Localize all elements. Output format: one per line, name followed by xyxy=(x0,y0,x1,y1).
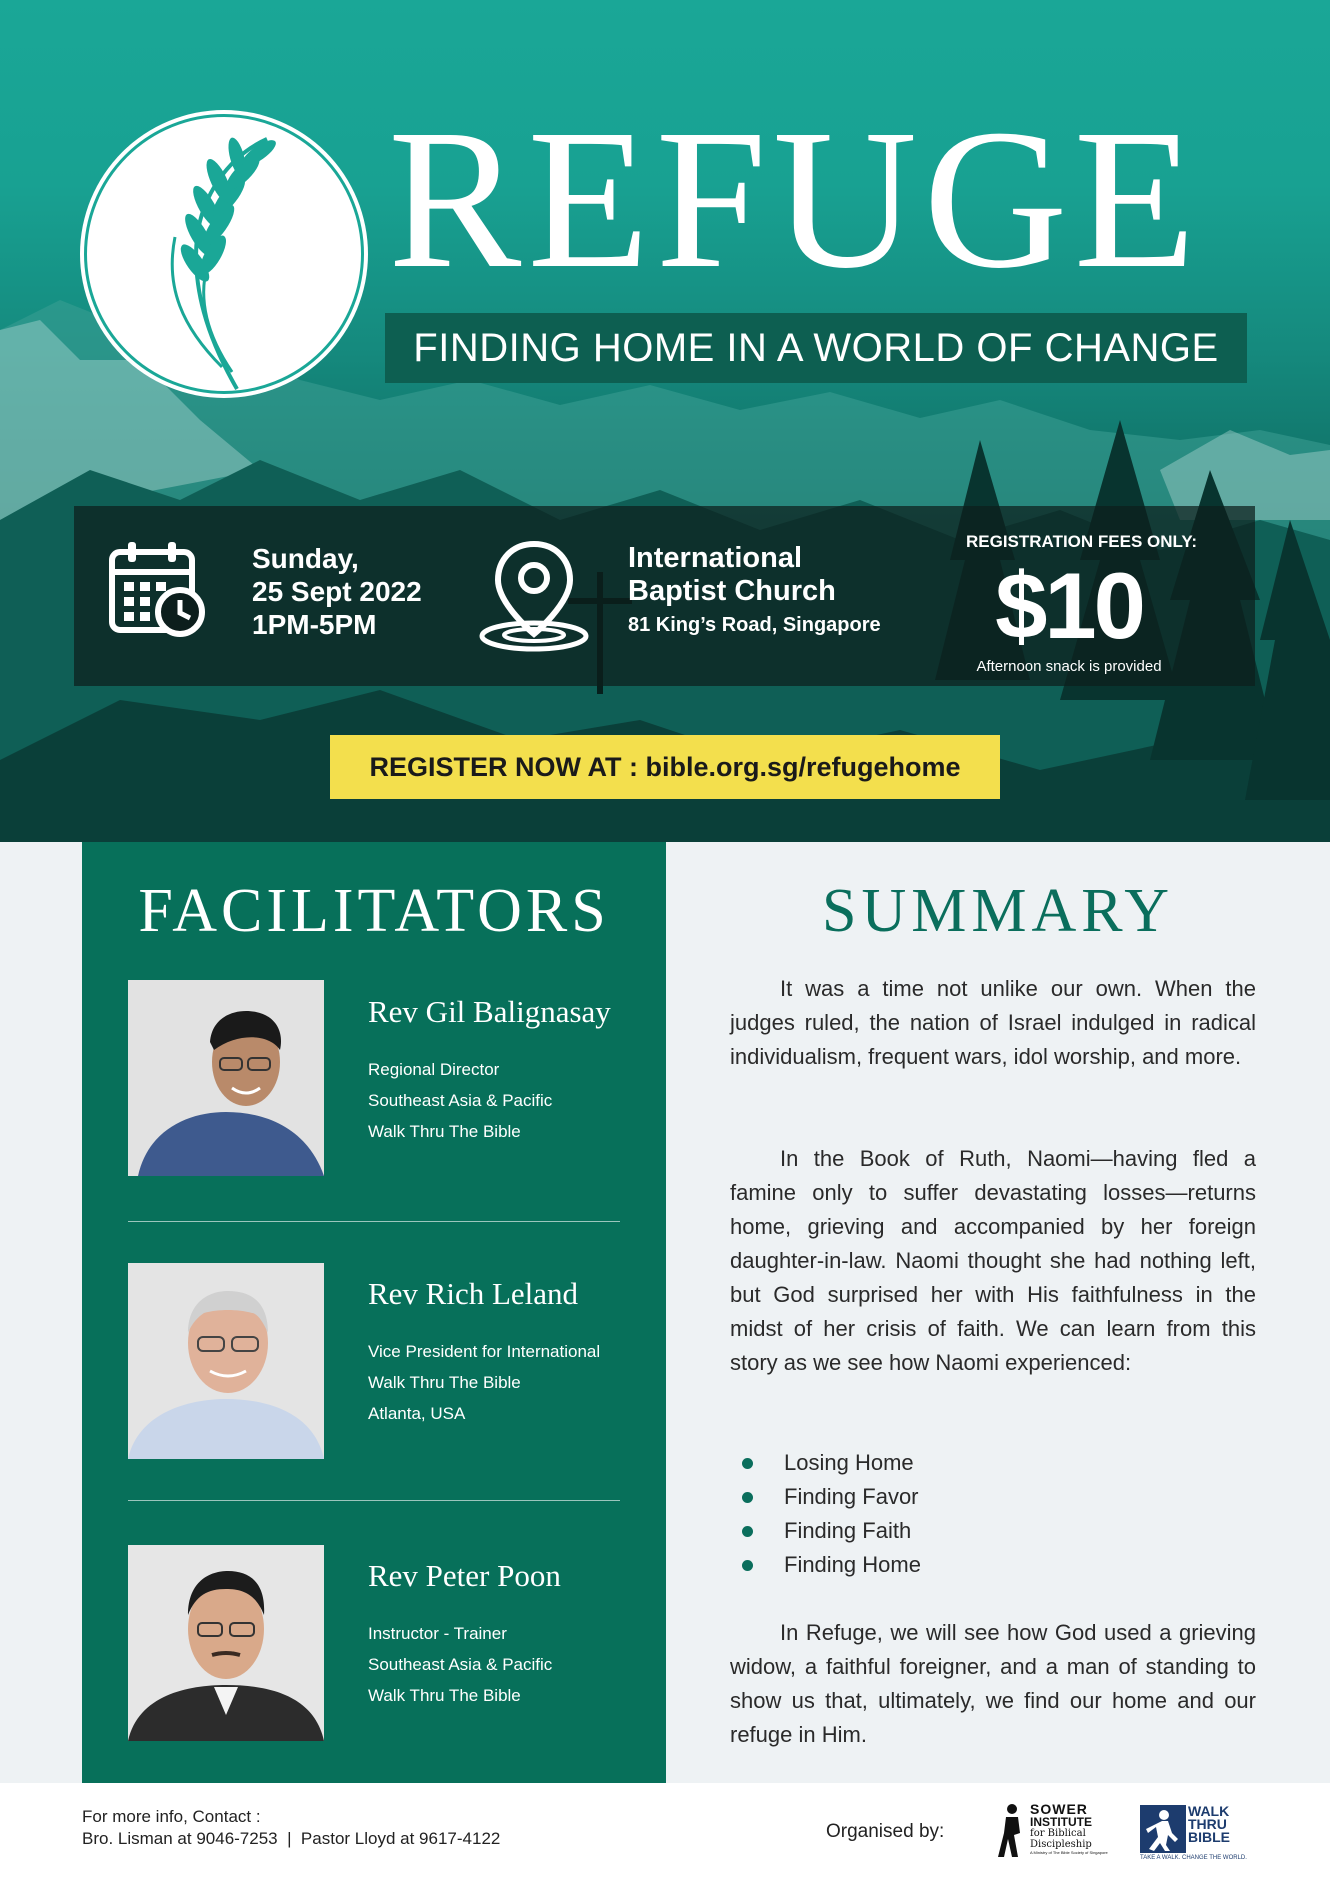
portrait-image xyxy=(128,980,324,1176)
portrait-image xyxy=(128,1545,324,1741)
facilitator-roles xyxy=(368,1336,600,1429)
facilitator-role-line: Southeast Asia & Pacific xyxy=(368,1091,553,1110)
contact-details: Bro. Lisman at 9046-7253 | Pastor Lloyd at 9617-4122 xyxy=(82,1829,501,1848)
facilitator-role-line: Regional Director xyxy=(368,1060,500,1079)
facilitator-photo-gil xyxy=(128,980,324,1176)
list-item xyxy=(730,1480,921,1514)
event-date xyxy=(252,542,422,641)
bullet-icon xyxy=(742,1560,753,1571)
venue-name-line1: International xyxy=(628,542,803,574)
contact-label: For more info, Contact : xyxy=(82,1807,261,1826)
facilitator-roles xyxy=(368,1054,552,1147)
location-pin-icon xyxy=(474,534,594,654)
summary-paragraph: In Refuge, we will see how God used a grieving widow, a faithful foreigner, and a man of standing to show us that, ultimately, we find our home and our refuge in Him. xyxy=(730,1620,1256,1747)
facilitator-photo-peter xyxy=(128,1545,324,1741)
footer xyxy=(0,1783,1330,1881)
sower-line: for Biblical xyxy=(1030,1828,1086,1839)
wtb-line: THRU xyxy=(1188,1816,1227,1832)
walking-figure-icon xyxy=(1140,1805,1186,1853)
event-subtitle: FINDING HOME IN A WORLD OF CHANGE xyxy=(413,325,1219,370)
facilitator-photo-rich xyxy=(128,1263,324,1459)
facilitator-name: Rev Peter Poon xyxy=(368,1558,561,1593)
wtb-text xyxy=(1188,1805,1230,1844)
list-item-text: Finding Home xyxy=(784,1552,921,1577)
fee-amount: $10 xyxy=(995,553,1143,658)
facilitator-name: Rev Rich Leland xyxy=(368,1276,579,1311)
register-link-text[interactable]: REGISTER NOW AT : bible.org.sg/refugehome xyxy=(369,751,961,782)
event-time: 1PM-5PM xyxy=(252,609,377,640)
sower-line: SOWER xyxy=(1030,1801,1088,1817)
walk-thru-bible-logo xyxy=(1138,1803,1268,1863)
facilitator-role-line: Walk Thru The Bible xyxy=(368,1122,521,1141)
event-day: Sunday, xyxy=(252,543,359,574)
event-title: REFUGE xyxy=(388,89,1202,310)
calendar-clock-icon xyxy=(108,538,208,638)
summary-paragraph: It was a time not unlike our own. When the judges ruled, the nation of Israel indulged in radical individualism, frequent wars, idol worship, and more. xyxy=(730,976,1256,1069)
register-banner[interactable] xyxy=(330,735,1000,799)
sower-tagline: A Ministry of The Bible Society of Singapore xyxy=(1030,1850,1108,1855)
facilitator-role-line: Atlanta, USA xyxy=(368,1404,466,1423)
summary-list xyxy=(730,1446,921,1582)
facilitator-role-line: Southeast Asia & Pacific xyxy=(368,1655,553,1674)
list-item-text: Finding Faith xyxy=(784,1518,912,1543)
list-item-text: Finding Favor xyxy=(784,1484,919,1509)
wheat-icon xyxy=(87,117,367,397)
bullet-icon xyxy=(742,1526,753,1537)
sower-institute-logo xyxy=(996,1801,1108,1863)
facilitator-divider xyxy=(128,1500,620,1501)
sower-figure-icon xyxy=(996,1803,1026,1859)
sower-line: Discipleship xyxy=(1030,1839,1092,1850)
bullet-icon xyxy=(742,1492,753,1503)
portrait-image xyxy=(128,1263,324,1459)
summary-heading: SUMMARY xyxy=(822,877,1174,945)
list-item xyxy=(730,1548,921,1582)
facilitators-heading: FACILITATORS xyxy=(138,877,610,945)
event-date-value: 25 Sept 2022 xyxy=(252,576,422,607)
sower-text xyxy=(1030,1801,1108,1856)
list-item xyxy=(730,1514,921,1548)
sower-line: INSTITUTE xyxy=(1030,1815,1092,1829)
facilitator-name: Rev Gil Balignasay xyxy=(368,994,611,1029)
fee-label: REGISTRATION FEES ONLY: xyxy=(966,532,1198,551)
organised-by-label: Organised by: xyxy=(826,1821,945,1842)
facilitator-role-line: Vice President for International xyxy=(368,1342,601,1361)
facilitator-roles xyxy=(368,1618,552,1711)
list-item xyxy=(730,1446,921,1480)
wtb-line: BIBLE xyxy=(1188,1829,1230,1845)
event-info-bar xyxy=(74,506,1255,686)
hero-banner xyxy=(0,0,1330,842)
facilitator-role-line: Walk Thru The Bible xyxy=(368,1686,521,1705)
wtb-line: WALK xyxy=(1188,1803,1230,1819)
summary-panel xyxy=(666,842,1330,1783)
list-item-text: Losing Home xyxy=(784,1450,914,1475)
wheat-logo xyxy=(84,114,364,394)
venue-name-line2: Baptist Church xyxy=(628,575,836,607)
facilitators-panel xyxy=(82,842,666,1783)
wtb-tagline: TAKE A WALK. CHANGE THE WORLD. xyxy=(1140,1855,1247,1861)
facilitator-role-line: Instructor - Trainer xyxy=(368,1624,507,1643)
facilitator-divider xyxy=(128,1221,620,1222)
venue-address: 81 King’s Road, Singapore xyxy=(628,614,881,636)
summary-paragraph: In the Book of Ruth, Naomi—having fled a famine only to suffer devastating losses—returns home, grieving and accompanied by her foreign daughter-in-law. Naomi thought she had nothing left, but God surprised her with His faithfulness in the midst of her crisis of faith. We can learn from this story as we see how Naomi experienced: xyxy=(730,1146,1256,1375)
bullet-icon xyxy=(742,1458,753,1469)
venue-name xyxy=(628,542,836,608)
event-subtitle-banner xyxy=(385,313,1247,383)
fee-note: Afternoon snack is provided xyxy=(976,658,1162,675)
facilitator-role-line: Walk Thru The Bible xyxy=(368,1373,521,1392)
